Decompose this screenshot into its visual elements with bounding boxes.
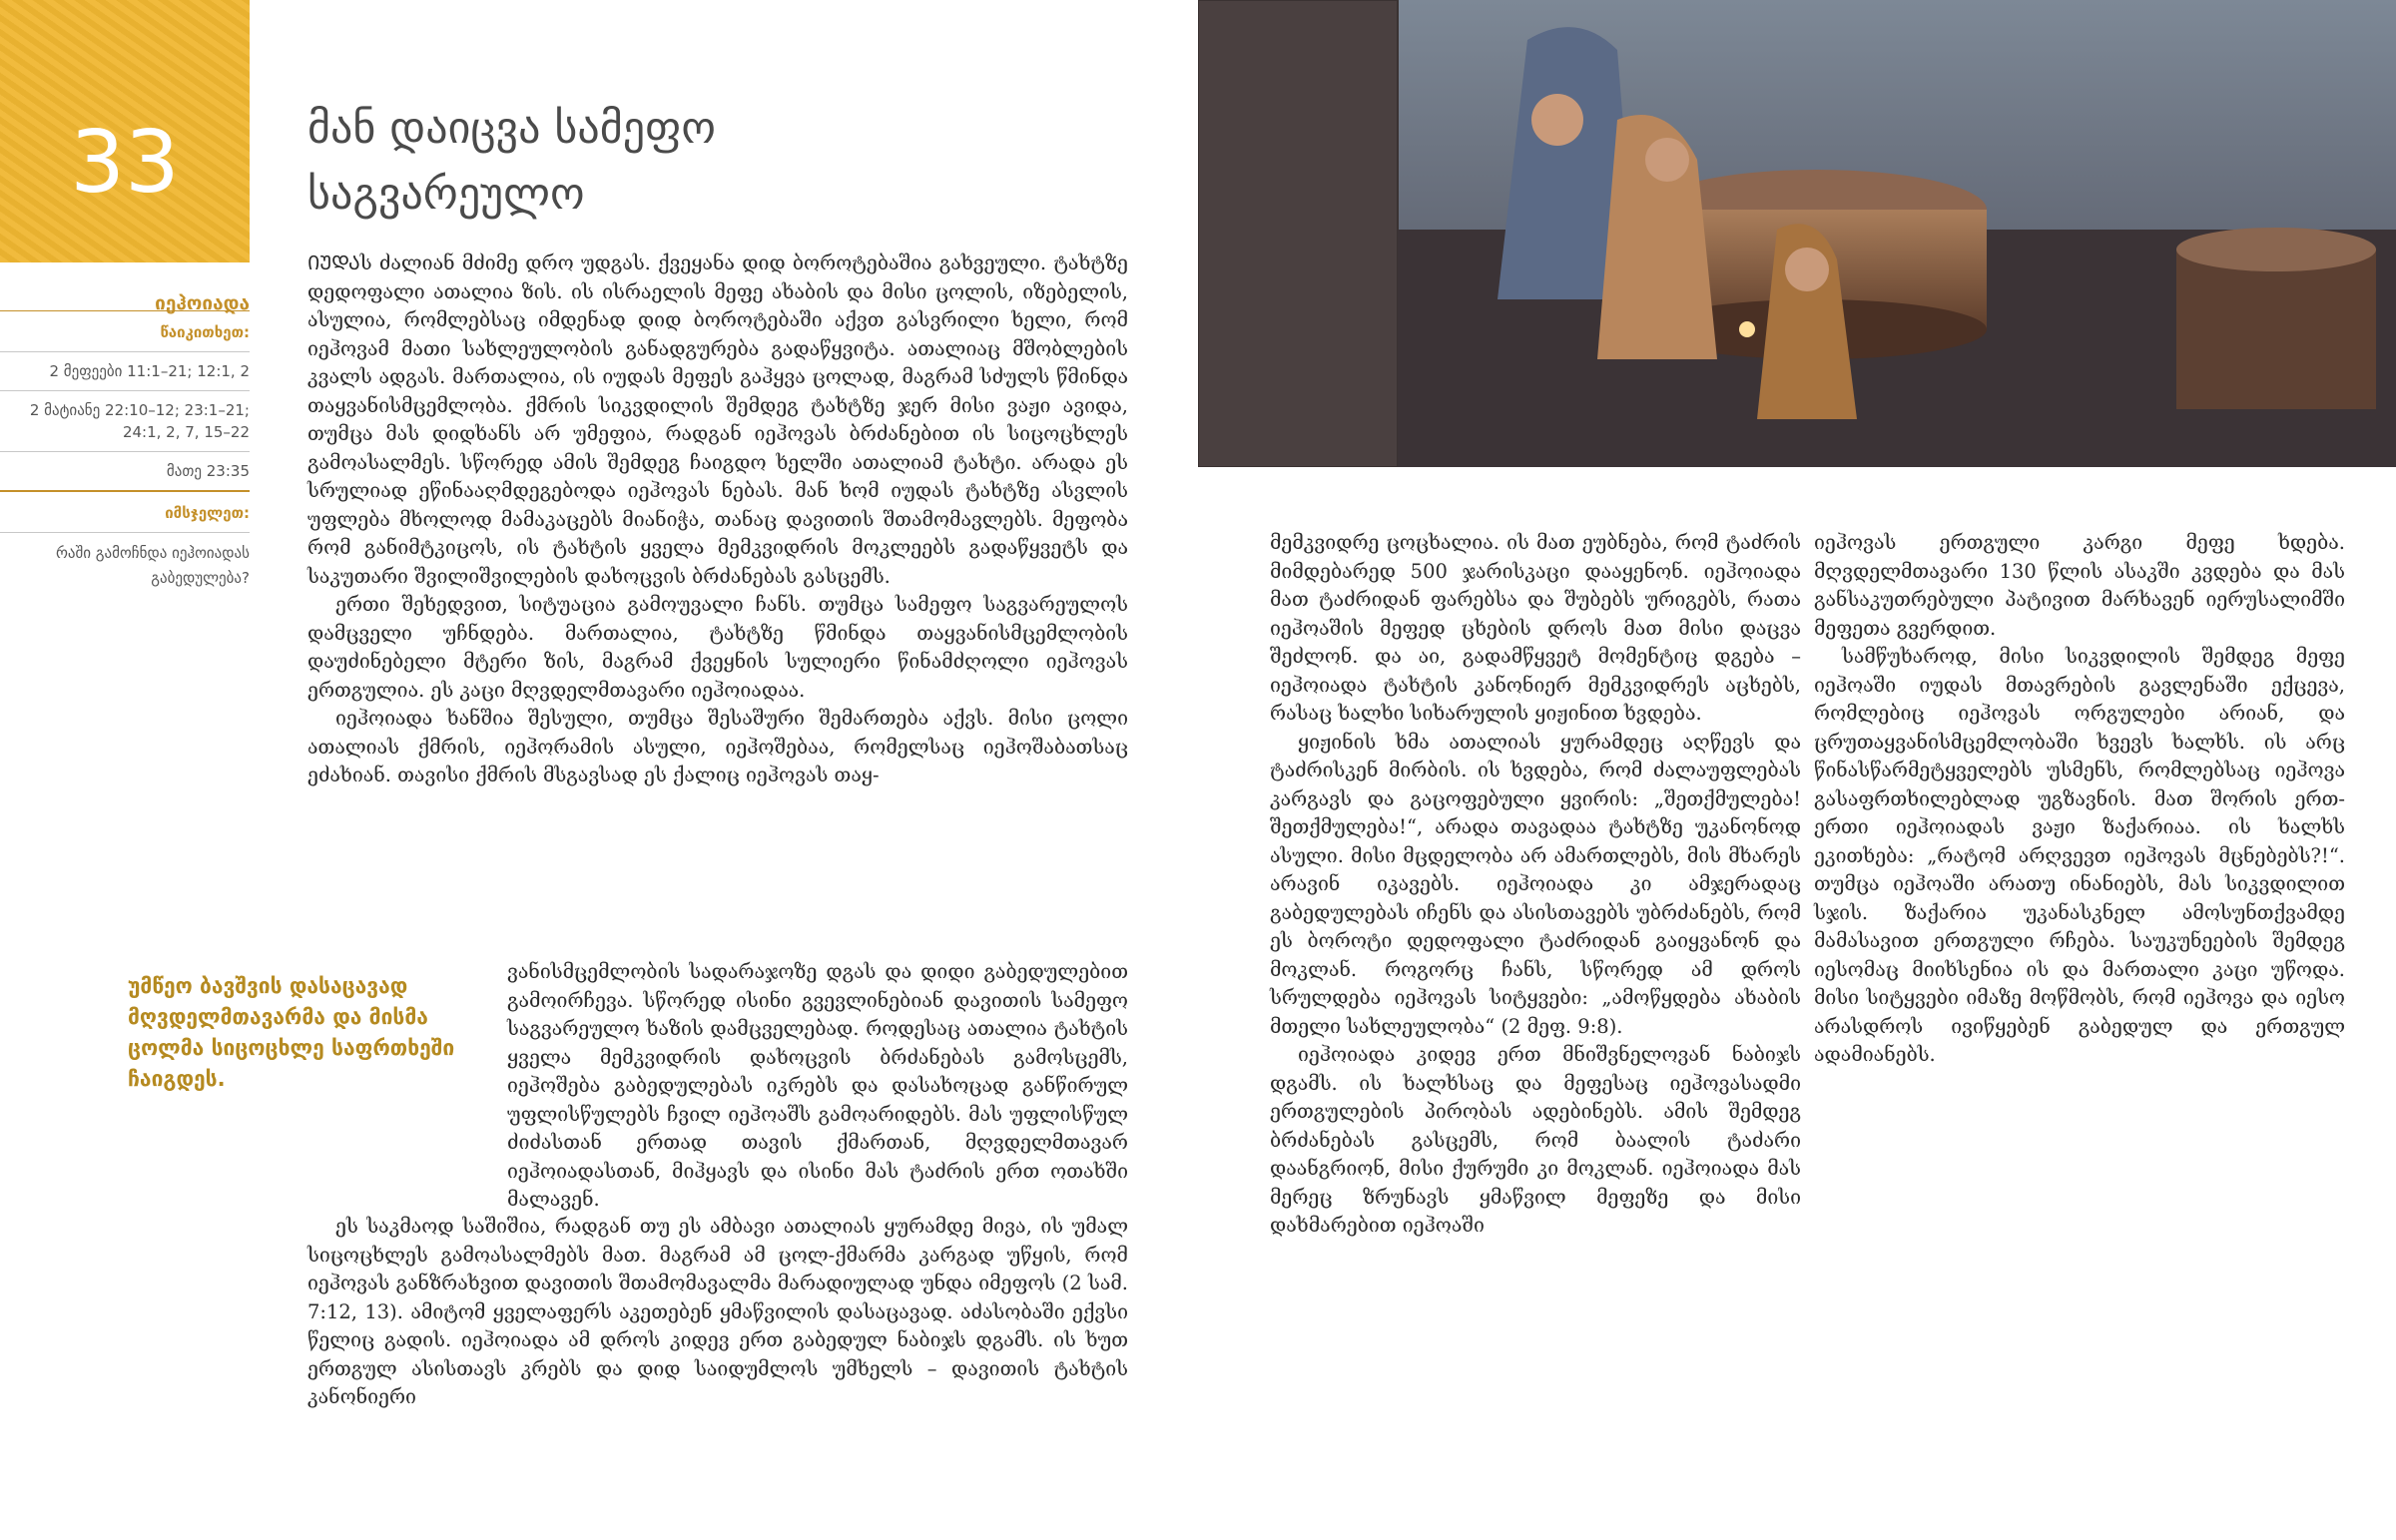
sidebar-ref-3: მათე 23:35 xyxy=(0,452,250,492)
column-1 xyxy=(307,250,1128,790)
paragraph: სამწუხაროდ, მისი სიკვდილის შემდეგ მეფე იეჰოაში იუდას მთავრების გავლენაში ექცევა, რომლებიც იეჰოვას ორგულები არიან, და ცრუთაყვანისმცემლობაში ხვევს ხალხს. ის არც წინასწარმეტყველებს უსმენს, რომლებსაც იეჰოვა გასაფრთხილებლად უგზავნის. მათ შორის ერთ-ერთი იეჰოიადას ვაჟი ზაქარიაა. ის ხალხს ეკითხება: „რატომ არღვევთ იეჰოვას მცნებებს?!“. თუმცა იეჰოაში არათუ ინანიებს, მას სიკვდილით სჯის. ზაქარია უკანასკნელ ამოსუნთქვამდე მამასავით ერთგული რჩება. საუკუნეების შემდეგ იესომაც მიიხსენია ის და მართალი კაცი უწოდა. მისი სიტყვები იმაზე მოწმობს, რომ იეჰოვა და იესო არასდროს ივიწყებენ გაბედულ და ერთგულ ადამიანებს. xyxy=(1814,645,2345,1066)
paragraph: იეჰოვას ერთგული კარგი მეფე ხდება. მღვდელმთავარი 130 წლის ასაკში კვდება და მას განსაკუთრებული პატივით მარხავენ იერუსალიმში მეფეთა გვერდით. xyxy=(1814,531,2345,640)
sidebar-discuss-label: იმსჯელეთ: xyxy=(0,492,250,533)
sidebar-question: რაში გამოჩნდა იეჰოიადას გაბედულება? xyxy=(55,544,250,587)
paragraph: მემკვიდრე ცოცხალია. ის მათ ეუბნება, რომ ტაძრის მიმდებარედ 500 ჯარისკაცი დააყენონ. იეჰოიადა მათ ტაძრიდან ფარებსა და შუბებს ურიგებს, რათა იეჰოაშის მეფედ ცხების დროს მათ მისი დაცვა შეძლონ. და აი, გადამწყვეტ მომენტიც დგება – იეჰოიადა ტახტის კანონიერ მემკვიდრეს აცხებს, რასაც ხალხი სიხარულის ყიჟინით ხვდება. xyxy=(1270,531,1801,725)
chapter-number: 33 xyxy=(70,113,180,213)
temple-scene-illustration-icon xyxy=(1198,0,2396,467)
sidebar-read-label: წაიკითხეთ: xyxy=(0,311,250,352)
sidebar-character: იეჰოიადა xyxy=(0,262,250,311)
paragraph: ყიჟინის ხმა ათალიას ყურამდეც აღწევს და ტაძრისკენ მირბის. ის ხვდება, რომ ძალაუფლებას კარგავს და გაცოფებული ყვირის: „შეთქმულება! შეთქმულება!“, არადა თავადაა ტახტზე უკანონოდ ასული. მისი მცდელობა არ ამართლებს, მის მხარეს არავინ იკავებს. იეჰოიადა კი ამჯერადაც გაბედულებას იჩენს და ასისთავებს უბრძანებს, რომ ეს ბოროტი დედოფალი ტაძრიდან გაიყვანონ და მოკლან. როგორც ჩანს, სწორედ ამ დროს სრულდება იეჰოვას სიტყვები: „ამოწყდება ახაბის მთელი სახლეულობა“ (2 მეფ. 9:8). xyxy=(1270,730,1801,1038)
column-1-bottom xyxy=(307,1213,1128,1412)
page-title xyxy=(307,96,867,228)
paragraph: ეს საკმაოდ საშიშია, რადგან თუ ეს ამბავი ათალიას ყურამდე მივა, ის უმალ სიცოცხლეს გამოასალმებს მათ. მაგრამ ამ ცოლ-ქმარმა კარგად უწყის, რომ იეჰოვას განზრახვით დავითის შთამომავალმა მარადიულად უნდა იმეფოს (2 სამ. 7:12, 13). ამიტომ ყველაფერს აკეთებენ ყმაწვილის დასაცავად. აძასობაში ექვსი წელიც გადის. იეჰოიადა ამ დროს კიდევ ერთ გაბედულ ნაბიჯს დგამს. ის ხუთ ერთგულ ასისთავს კრებს და დიდ საიდუმლოს უმხელს – დავითის ტახტის კანონიერი xyxy=(307,1215,1128,1408)
paragraph: ერთი შეხედვით, სიტუაცია გამოუვალი ჩანს. თუმცა სამეფო საგვარეულოს დამცველი უჩნდება. მართალია, ტახტზე წმინდა თაყვანისმცემლობის დაუძინებელი მტერი ზის, მაგრამ ქვეყნის სულიერი წინამძღოლი იეჰოვას ერთგულია. ეს კაცი მღვდელმთავარი იეჰოიადაა. xyxy=(307,593,1128,702)
illustration xyxy=(1198,0,2396,467)
title-line-1: მან დაიცვა სამეფო xyxy=(307,103,716,154)
chapter-badge xyxy=(0,0,250,262)
sidebar-ref-1: 2 მეფეები 11:1–21; 12:1, 2 xyxy=(0,352,250,391)
column-2 xyxy=(1270,529,1801,1241)
paragraph: ᲘᲣᲓᲐს ძალიან მძიმე დრო უდგას. ქვეყანა დიდ ბოროტებაშია გახვეული. ტახტზე დედოფალი ათალია ზის. ის ისრაელის მეფე ახაბის და მისი ცოლის, იზებელის, ასულია, რომლებსაც იმდენად დიდ ბოროტებაში აქვთ გასვრილი ხელი, რომ იეჰოვამ მათი სახლეულობის განადგურება გადაწყვიტა. ათალიაც მშობლების კვალს ადგას. მართალია, ის იუდას მეფეს გაჰყვა ცოლად, მაგრამ სძულს წმინდა თაყვანისმცემლობა. ქმრის სიკვდილის შემდეგ ტახტზე ჯერ მისი ვაჟი ავიდა, თუმცა მას დიდხანს არ უმეფია, რადგან იეჰოვას ბრძანებით ის სიცოცხლეს გამოასალმეს. სწორედ ამის შემდეგ ჩაიგდო ხელში ათალიამ ტახტი. არადა ეს სრულიად ეწინააღმდეგებოდა იეჰოვას ნებას. მან ხომ იუდას ტახტზე ასვლის უფლება მხოლოდ მამაკაცებს მიანიჭა, თანაც დავითის შთამომავლებს. მეფობა რომ განიმტკიცოს, ის ტახტის ყველა მემკვიდრის მოკლეებს გადაწყვეტს და საკუთარი შვილიშვილების დახოცვის ბრძანებას გასცემს. xyxy=(307,252,1128,588)
paragraph: იეჰოიადა კიდევ ერთ მნიშვნელოვან ნაბიჯს დგამს. ის ხალხსაც და მეფესაც იეჰოვასადმი ერთგულების პირობას ადებინებს. ამის შემდეგ ბრძანებას გასცემს, რომ ბაალის ტაძარი დაანგრიონ, მისი ქურუმი კი მოკლან. იეჰოიადა მას მერეც ზრუნავს ყმაწვილ მეფეზე და მისი დახმარებით იეჰოაში xyxy=(1270,1043,1801,1237)
sidebar-ref-2: 2 მატიანე 22:10–12; 23:1–21; 24:1, 2, 7, 15–22 xyxy=(0,391,250,452)
paragraph: იეჰოიადა ხანშია შესული, თუმცა შესაშური შემართება აქვს. მისი ცოლი ათალიას ქმრის, იეჰორამის ასული, იეჰოშებაა, რომელსაც იეჰოშაბათსაც ეძახიან. თავისი ქმრის მსგავსად ეს ქალიც იეჰოვას თაყ- xyxy=(307,707,1128,786)
column-3 xyxy=(1814,529,2345,1070)
pull-quote: უმწეო ბავშვის დასაცავად მღვდელმთავარმა და მისმა ცოლმა სიცოცხლე საფრთხეში ჩაიგდეს. xyxy=(128,974,455,1091)
title-line-2: საგვარეულო xyxy=(307,169,585,220)
paragraph: ვანისმცემლობის სადარაჯოზე დგას და დიდი გაბედულებით გამოირჩევა. სწორედ ისინი გვევლინებიან დავითის სამეფო საგვარეულო ხაზის დამცველებად. როდესაც ათალია ტახტის ყველა მემკვიდრის დახოცვის ბრძანებას გამოსცემს, იეჰოშება გაბედულებას იკრებს და დასახოცად განწირულ უფლისწულებს ჩვილ იეჰოაშს გამოარიდებს. მას უფლისწულ ძიძასთან ერთად თავის ქმართან, მღვდელმთავარ იეჰოიადასთან, მიჰყავს და ისინი მას ტაძრის ერთ ოთახში მალავენ. xyxy=(507,960,1128,1211)
sidebar xyxy=(0,262,250,599)
column-1-continued xyxy=(507,958,1128,1215)
